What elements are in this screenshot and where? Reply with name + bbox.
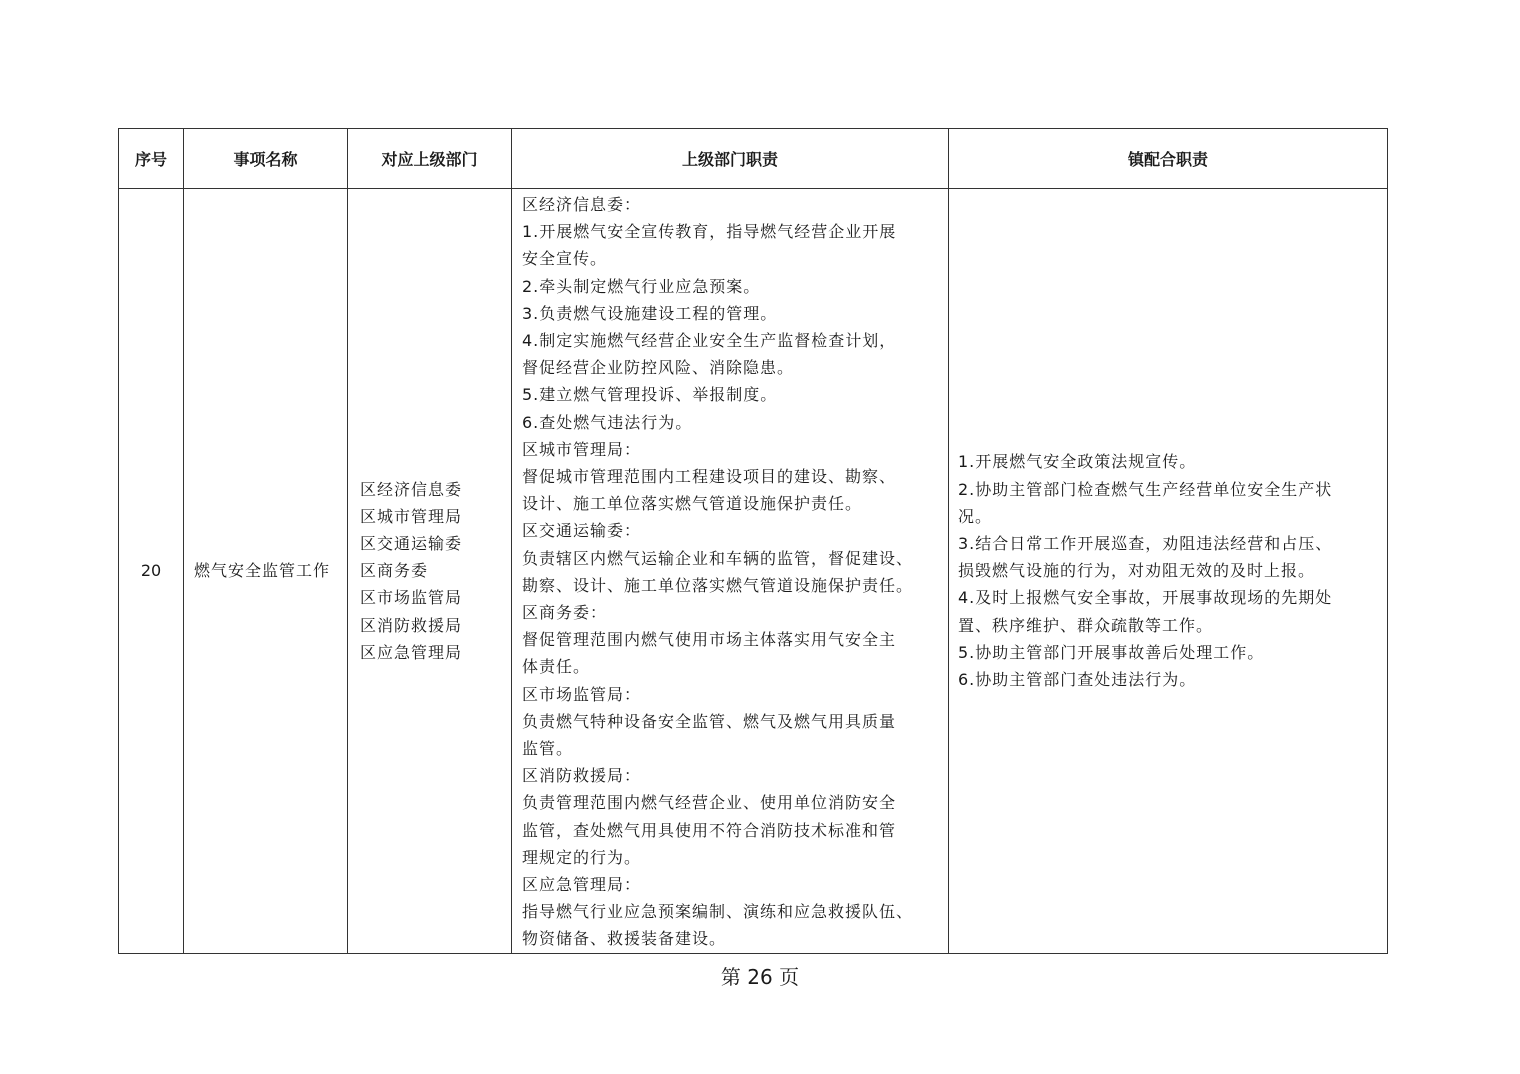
town-duty-line: 5.协助主管部门开展事故善后处理工作。 <box>958 642 1265 662</box>
header-seq: 序号 <box>119 129 184 189</box>
upper-duty-line: 3.负责燃气设施建设工程的管理。 <box>522 303 778 323</box>
upper-duty-line: 区交通运输委： <box>522 521 642 541</box>
table-row <box>119 189 1388 954</box>
upper-duty-line: 勘察、设计、施工单位落实燃气管道设施保护责任。 <box>522 575 914 595</box>
upper-duty-line: 区应急管理局： <box>522 875 642 895</box>
row-seq: 20 <box>119 189 184 954</box>
header-upper-duty: 上级部门职责 <box>512 129 949 189</box>
upper-duty-line: 2.牵头制定燃气行业应急预案。 <box>522 276 761 296</box>
town-duty-line: 3.结合日常工作开展巡查，劝阻违法经营和占压、 <box>958 534 1333 554</box>
upper-duty-line: 督促经营企业防控风险、消除隐患。 <box>522 358 795 378</box>
header-town-duty: 镇配合职责 <box>949 129 1388 189</box>
town-duty-line: 4.及时上报燃气安全事故，开展事故现场的先期处 <box>958 588 1333 608</box>
upper-dept-item: 区消防救援局 <box>360 615 463 635</box>
upper-duty-line: 区消防救援局： <box>522 766 642 786</box>
upper-duty-line: 督促城市管理范围内工程建设项目的建设、勘察、 <box>522 467 897 487</box>
row-upper-depts <box>348 189 512 954</box>
upper-dept-item: 区城市管理局 <box>360 506 463 526</box>
upper-duty-line: 负责燃气特种设备安全监管、燃气及燃气用具质量 <box>522 711 897 731</box>
town-duty-line: 6.协助主管部门查处违法行为。 <box>958 670 1197 690</box>
town-duty-line: 损毁燃气设施的行为，对劝阻无效的及时上报。 <box>958 561 1316 581</box>
upper-duty-text <box>522 191 942 953</box>
upper-duty-line: 理规定的行为。 <box>522 847 642 867</box>
upper-duty-line: 负责管理范围内燃气经营企业、使用单位消防安全 <box>522 793 897 813</box>
upper-dept-item: 区应急管理局 <box>360 642 463 662</box>
upper-dept-item: 区经济信息委 <box>360 479 463 499</box>
upper-duty-line: 安全宣传。 <box>522 249 608 269</box>
upper-dept-item: 区商务委 <box>360 561 429 581</box>
duty-table <box>118 128 1388 954</box>
upper-duty-line: 负责辖区内燃气运输企业和车辆的监管，督促建设、 <box>522 548 914 568</box>
upper-duty-line: 指导燃气行业应急预案编制、演练和应急救援队伍、 <box>522 902 914 922</box>
header-row <box>119 129 1388 189</box>
upper-duty-line: 监管，查处燃气用具使用不符合消防技术标准和管 <box>522 820 897 840</box>
upper-duty-line: 区商务委： <box>522 603 608 623</box>
upper-duty-line: 区城市管理局： <box>522 439 642 459</box>
upper-duty-line: 设计、施工单位落实燃气管道设施保护责任。 <box>522 494 863 514</box>
town-duty-line: 况。 <box>958 506 993 526</box>
header-upper-dept: 对应上级部门 <box>348 129 512 189</box>
upper-duty-line: 4.制定实施燃气经营企业安全生产监督检查计划， <box>522 331 897 351</box>
row-item-name: 燃气安全监管工作 <box>184 189 348 954</box>
upper-duty-line: 1.开展燃气安全宣传教育，指导燃气经营企业开展 <box>522 222 897 242</box>
town-duty-text <box>958 448 1379 693</box>
upper-dept-item: 区交通运输委 <box>360 534 463 554</box>
header-item-name: 事项名称 <box>184 129 348 189</box>
upper-dept-item: 区市场监管局 <box>360 588 463 608</box>
town-duty-line: 2.协助主管部门检查燃气生产经营单位安全生产状 <box>958 479 1333 499</box>
upper-duty-line: 区市场监管局： <box>522 684 642 704</box>
page-number: 第 26 页 <box>720 965 800 989</box>
town-duty-line: 1.开展燃气安全政策法规宣传。 <box>958 452 1197 472</box>
town-duty-line: 置、秩序维护、群众疏散等工作。 <box>958 615 1214 635</box>
upper-duty-line: 5.建立燃气管理投诉、举报制度。 <box>522 385 778 405</box>
row-upper-duty <box>512 189 949 954</box>
upper-duty-line: 物资储备、救援装备建设。 <box>522 929 727 949</box>
upper-duty-line: 督促管理范围内燃气使用市场主体落实用气安全主 <box>522 630 897 650</box>
upper-duty-line: 监管。 <box>522 739 574 759</box>
upper-duty-line: 区经济信息委： <box>522 195 642 214</box>
upper-duty-line: 6.查处燃气违法行为。 <box>522 412 693 432</box>
row-town-duty <box>949 189 1388 954</box>
upper-duty-line: 体责任。 <box>522 657 591 677</box>
upper-dept-list <box>360 476 501 666</box>
